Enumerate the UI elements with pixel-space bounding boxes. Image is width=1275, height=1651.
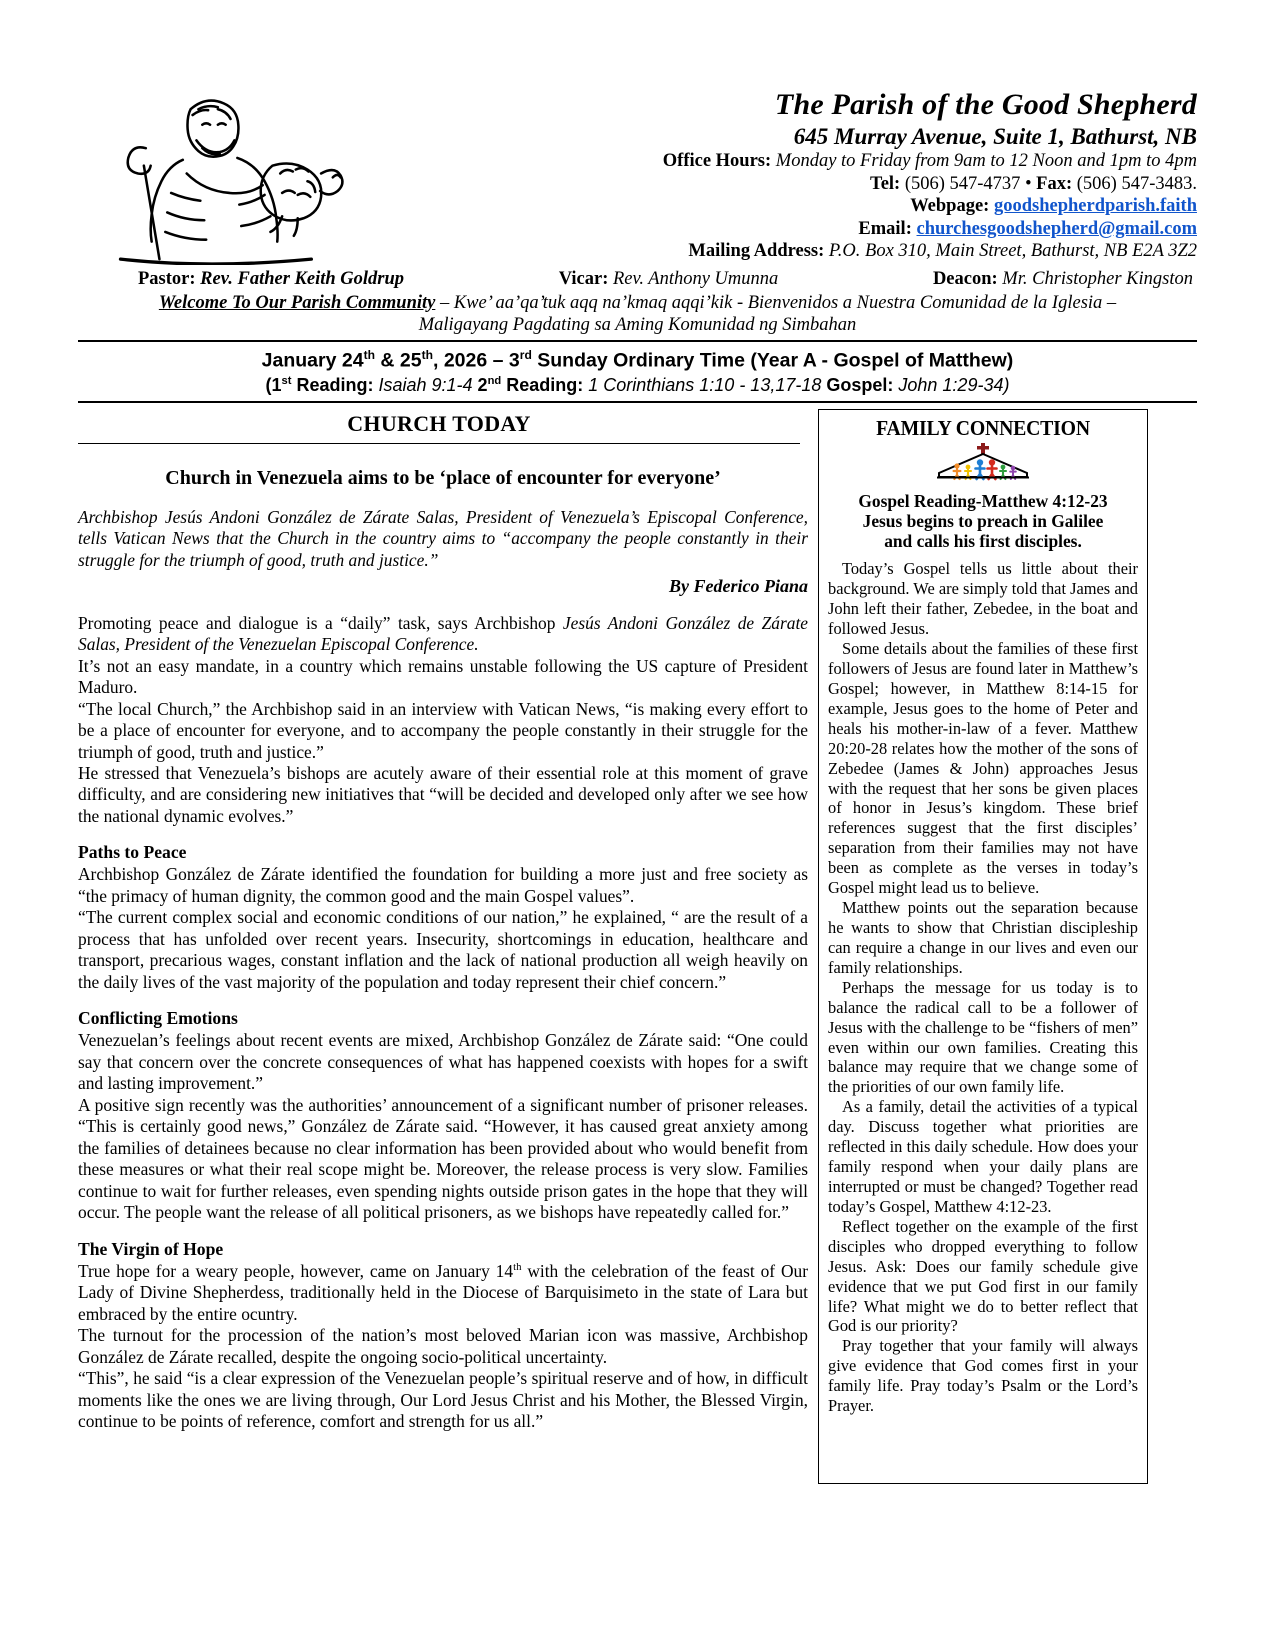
deacon-label: Deacon: [932,269,998,289]
phone-separator: • [1025,173,1032,194]
para1-text-italic: Jesús Andoni González de Zárate Salas, President of the Venezuelan Episcopal Conference. [78,612,808,655]
date-sup-2: th [421,348,433,363]
date-post: , 2026 – 3 [433,349,520,372]
reading1-value: Isaiah 9:1-4 [373,374,478,395]
readings-line [78,374,1197,397]
para9-text-a: True hope for a weary people, however, came on January 14 [78,1260,514,1281]
article-lede: Archbishop Jesús Andoni González de Zárate Salas, President of Venezuela’s Episcopal Conference, tells Vatican News that the Church in the country aims to “accompany the people constantly in their struggle for the triumph of good, truth and justice.” [78,506,808,571]
article-paragraph-5: Archbishop González de Zárate identified the foundation for building a more just and free society as “the primacy of human dignity, the common good and the main Gospel values”. [78,864,808,906]
para9-ordinal-sup: th [513,1260,522,1273]
pastor-label: Pastor: [138,269,196,289]
email-link[interactable]: churchesgoodshepherd@gmail.com [916,218,1197,239]
masthead-text-block [368,40,1197,263]
webpage-label: Webpage: [910,196,990,217]
tel-label: Tel: [870,173,901,194]
fc-paragraph-3: Matthew points out the separation because he wants to show that Christian discipleship can require a change in our lives and even our family relationships. [828,898,1138,977]
reading2-sup: nd [487,374,502,387]
para9-text-b: with the celebration of the feast of Our Lady of Divine Shepherdess, traditionally held in the Diocese of Barquisimeto in the state of Lara but embraced by the entire ocuntry. [78,1260,808,1324]
reading1-sup: st [281,374,292,387]
parish-name: The Parish of the Good Shepherd [774,88,1197,121]
tel-value: (506) 547-4737 [904,173,1021,194]
fax-label: Fax: [1036,173,1073,194]
mailing-address-line [368,241,1197,262]
subhead-conflicting-emotions: Conflicting Emotions [78,1008,238,1029]
pastor-name: Rev. Father Keith Goldrup [200,269,405,289]
mailing-value: P.O. Box 310, Main Street, Bathurst, NB E2A 3Z2 [828,241,1197,262]
date-mid: & 25 [374,349,422,372]
family-church-icon [828,443,1138,489]
mailing-label: Mailing Address: [688,241,825,262]
webpage-link[interactable]: goodshepherdparish.faith [993,196,1197,217]
vicar-label: Vicar: [558,269,609,289]
fc-paragraph-4: Perhaps the message for us today is to balance the radical call to be a follower of Jesus with the challenge to be “fishers of men” even within our own families. Creating this balance may require that we change some of the priorities of our own family life. [828,977,1138,1097]
phone-line [368,174,1197,195]
deacon-entry [933,269,1193,290]
article-byline: By Federico Piana [669,575,808,596]
date-sup-1: th [363,348,375,363]
reading2-label: Reading: [501,374,584,395]
welcome-greeting [78,292,1197,336]
para1-text-a: Promoting peace and dialogue is a “daily” task, says Archbishop [78,612,563,633]
fc-paragraph-7: Pray together that your family will always give evidence that God comes first in your family life. Pray today’s Psalm or the Lord’s Prayer. [828,1336,1138,1416]
liturgical-date [78,348,1197,373]
article-paragraph-4: He stressed that Venezuela’s bishops are acutely aware of their essential role at this moment of grave difficulty, and are considering new initiatives that “will be decided and developed only after we see how the national dynamic evolves.” [78,762,808,826]
clergy-row [78,269,1197,290]
masthead [78,40,1197,265]
article-paragraph-2: It’s not an easy mandate, in a country which remains unstable following the US capture of President Maduro. [78,655,808,698]
gospel-label: Gospel: [826,374,894,395]
article-paragraph-1 [78,613,808,656]
fc-paragraph-1: Today’s Gospel tells us little about their background. We are simply told that James and John left their father, Zebedee, in the boat and followed Jesus. [828,559,1138,639]
gospel-value: John 1:29-34) [893,374,1010,395]
section-title-church-today: CHURCH TODAY [78,409,800,444]
fc-paragraph-2: Some details about the families of these first followers of Jesus are found later in Matthew’s Gospel; however, in Matthew 8:14-15 for example, Jesus goes to the home of Peter and heals his mother-in-law of a fever. Matthew 20:20-28 relates how the mother of the sons of Zebedee (James & John) approaches Jesus with the request that her sons be given places of honor in Jesus’s kingdom. These brief references suggest that the first disciples’ separation from their families may not have been as complete as the verses in today’s Gospel might lead us to believe. [828,639,1138,898]
welcome-line2: Maligayang Pagdating sa Aming Komunidad ng Simbahan [418,315,857,336]
office-hours-line [368,151,1197,172]
reading2-value: 1 Corinthians 1:10 - 13,17-18 [583,374,827,395]
good-shepherd-logo [78,40,358,265]
date-sup-3: rd [519,348,532,363]
family-connection-title: FAMILY CONNECTION [876,415,1090,440]
welcome-rest: – Kwe’ aa’qa’tuk aqq na’kmaq aqqi’kik - Bienvenidos a Nuestra Comunidad de la Iglesia – [435,293,1117,313]
deacon-name: Mr. Christopher Kingston [1002,269,1193,289]
article-paragraph-6: “The current complex social and economic conditions of our nation,” he explained, “ are the result of a process that has unfolded over recent years. Insecurity, shortcomings in education, healthcare and transport, precarious wages, constant inflation and the lack of national production all weigh heavily on the daily lives of the vast majority of the population and today represent their chief concern.” [78,907,808,992]
parish-address: 645 Murray Avenue, Suite 1, Bathurst, NB [793,123,1197,149]
office-hours-value: Monday to Friday from 9am to 12 Noon and 1pm to 4pm [775,151,1197,172]
email-line [368,219,1197,240]
family-connection-panel [818,409,1148,1484]
office-hours-label: Office Hours: [662,151,772,172]
article-paragraph-11: “This”, he said “is a clear expression of the Venezuelan people’s spiritual reserve and of how, in difficult moments like the ones we are living through, Our Lord Jesus Christ and his Mother, the Blessed Virgin, continue to be points of reference, comfort and strength for us all.” [78,1368,808,1432]
pastor-entry [138,269,404,290]
article-paragraph-10: The turnout for the procession of the nation’s most beloved Marian icon was massive, Archbishop González de Zárate recalled, despite the ongoing socio-political uncertainty. [78,1325,808,1367]
fc-paragraph-5: As a family, detail the activities of a typical day. Discuss together what priorities are reflected in this daily schedule. How does your family respond when your daily plans are interrupted or must be changed? Together read today’s Gospel, Matthew 4:12-23. [828,1097,1138,1216]
reading1-open: (1 [265,374,282,395]
date-pre: January 24 [261,349,364,372]
fax-value: (506) 547-3483. [1076,173,1197,194]
webpage-line [368,196,1197,217]
subhead-paths-to-peace: Paths to Peace [78,842,187,863]
fc-subtitle-line-1: Gospel Reading-Matthew 4:12-23 [858,490,1108,511]
fc-subtitle-line-3: and calls his first disciples. [884,531,1082,552]
main-column [78,409,808,1484]
reading2-open: 2 [477,374,488,395]
fc-paragraph-6: Reflect together on the example of the first disciples who dropped everything to follow Jesus. Ask: Does our family schedule give evidence that we put God first in our family life? What might we do to better reflect that God is our priority? [828,1216,1138,1336]
reading1-label: Reading: [291,374,374,395]
welcome-underlined: Welcome To Our Parish Community [158,293,436,313]
email-label: Email: [858,218,912,239]
vicar-entry [559,269,779,290]
article-title: Church in Venezuela aims to be ‘place of encounter for everyone’ [165,466,721,489]
article-paragraph-7: Venezuelan’s feelings about recent events are mixed, Archbishop González de Zárate said: “One could say that concern over the concrete consequences of what has happened coexists with hopes for a swift and lasting improvement.” [78,1030,808,1094]
fc-subtitle-line-2: Jesus begins to preach in Galilee [862,511,1104,532]
subhead-virgin-of-hope: The Virgin of Hope [78,1238,224,1259]
date-end: Sunday Ordinary Time (Year A - Gospel of Matthew) [531,349,1014,372]
vicar-name: Rev. Anthony Umunna [613,269,779,289]
date-band [78,343,1197,400]
content-columns [78,401,1197,1484]
article-paragraph-9 [78,1261,808,1325]
article-paragraph-3: “The local Church,” the Archbishop said in an interview with Vatican News, “is making every effort to be a place of encounter for everyone, and to accompany the people constantly in their struggle for the triumph of good, truth and justice.” [78,698,808,762]
family-connection-subtitle [828,491,1138,552]
article-paragraph-8: A positive sign recently was the authorities’ announcement of a significant number of prisoner releases. “This is certainly good news,” González de Zárate said. “However, it has caused great anxiety among the families of detainees because no clear information has been provided about who would benefit from these measures or what their real scope might be. Moreover, the release process is very slow. Families continue to wait for further releases, even spending nights outside prison gates in the hope that they will occur. The people want the release of all political prisoners, as we bishops have repeatedly called for.” [78,1094,808,1223]
